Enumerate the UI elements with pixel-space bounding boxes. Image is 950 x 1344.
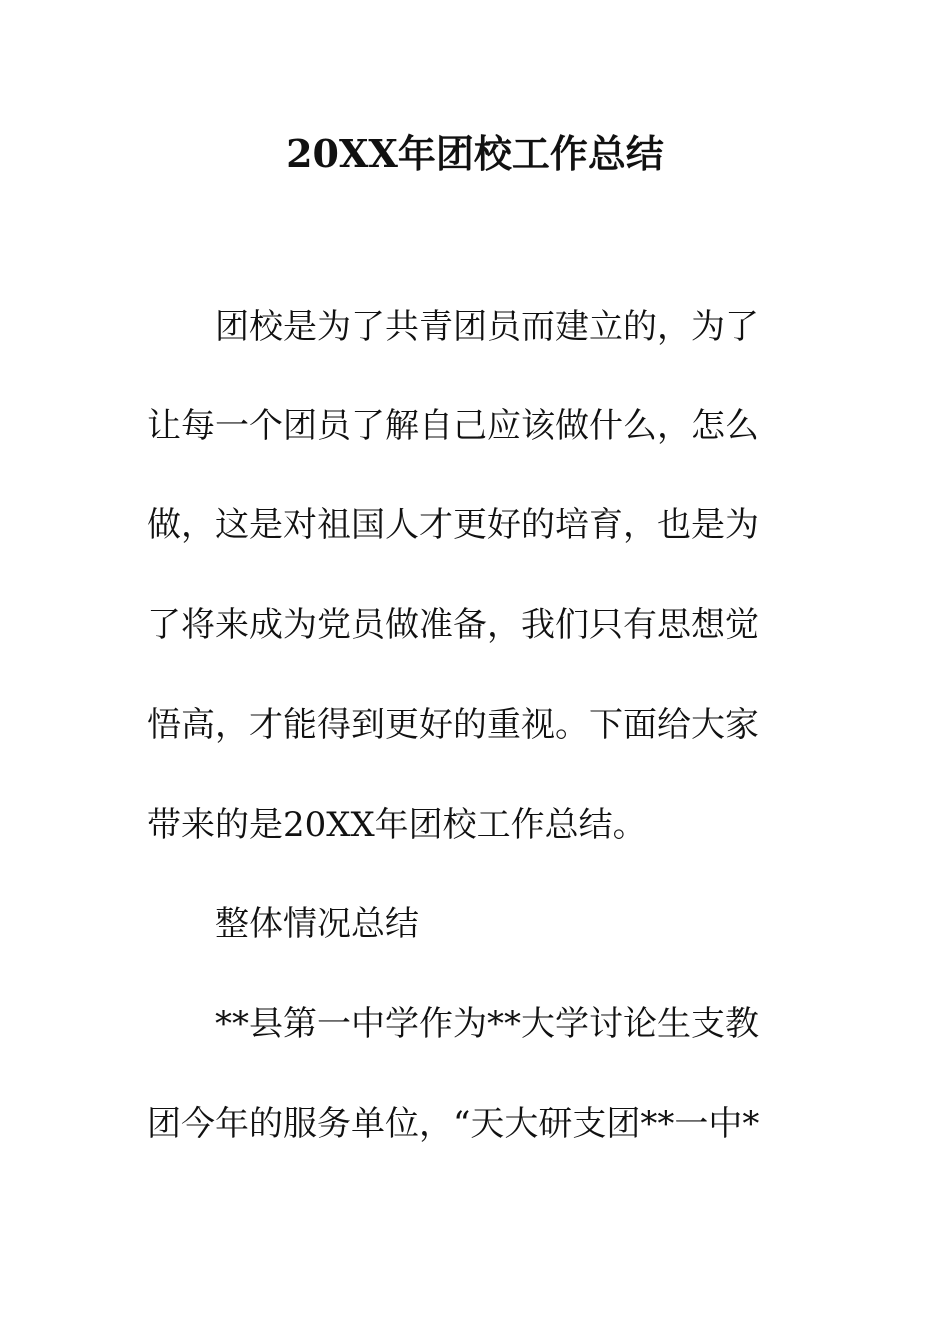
paragraph-line: 了将来成为党员做准备，我们只有思想觉 [147,605,759,645]
section-heading: 整体情况总结 [215,904,419,944]
paragraph-line: 让每一个团员了解自己应该做什么，怎么 [147,406,759,446]
paragraph-line: **县第一中学作为**大学讨论生支教 [215,1004,759,1044]
document-title: 20XX年团校工作总结 [286,131,664,176]
paragraph-line: 团今年的服务单位，“天大研支团**一中* [147,1104,760,1144]
paragraph-line: 团校是为了共青团员而建立的，为了 [215,307,759,347]
paragraph-line: 带来的是20XX年团校工作总结。 [147,805,647,845]
paragraph-line: 悟高，才能得到更好的重视。下面给大家 [147,705,759,745]
paragraph-line: 做，这是对祖国人才更好的培育，也是为 [147,505,759,545]
